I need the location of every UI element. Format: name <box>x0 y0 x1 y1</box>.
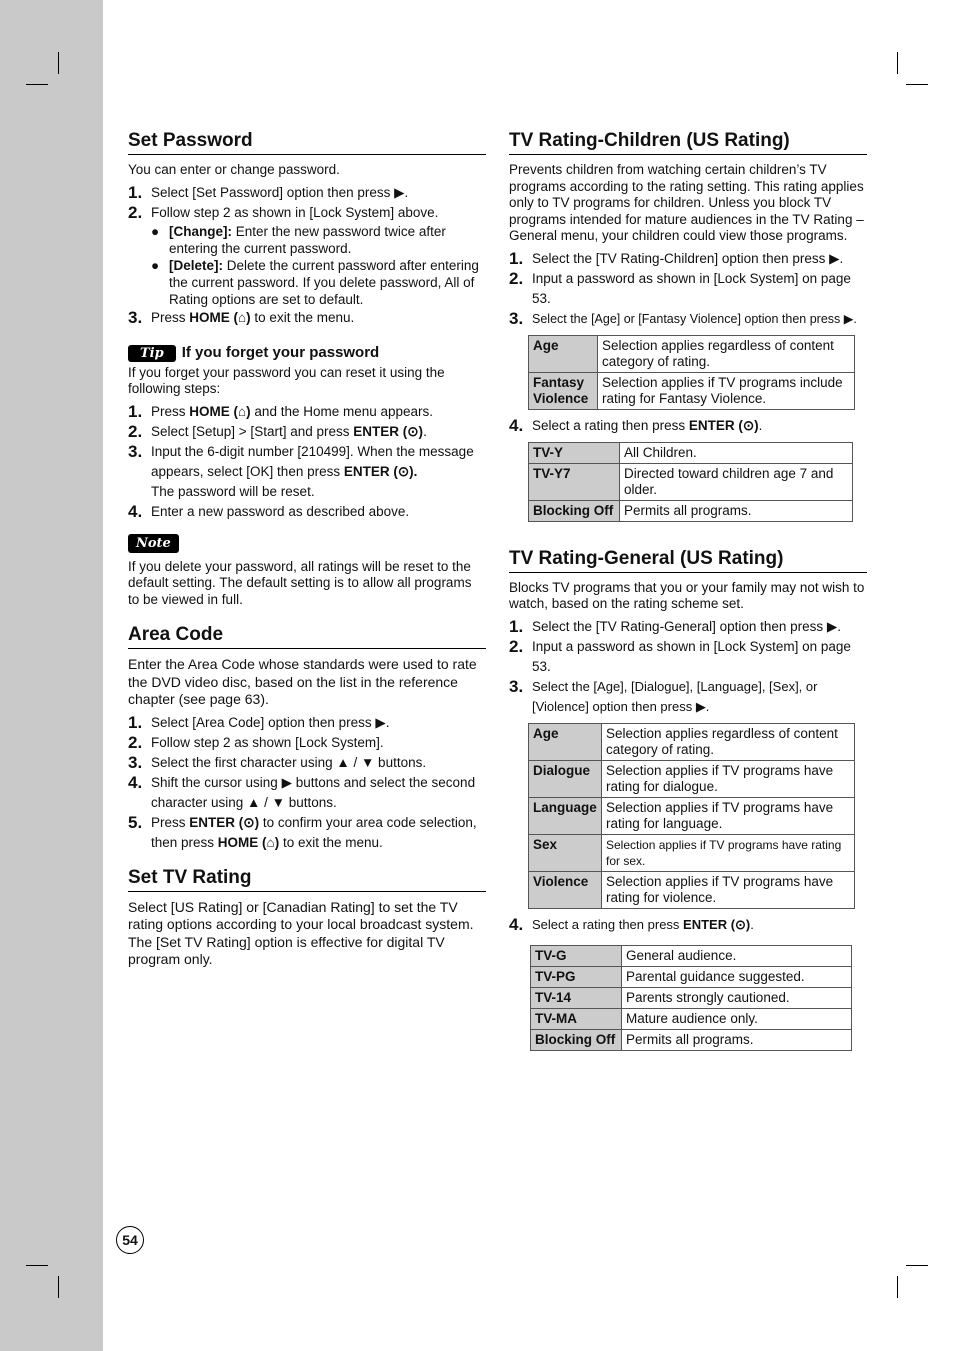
tip-step-1: 1. Press HOME (⌂) and the Home menu appears. <box>128 401 434 421</box>
section-title: TV Rating-Children (US Rating) <box>509 130 867 155</box>
tip-step-4: 4. Enter a new password as described above. <box>128 501 410 521</box>
section-title: Area Code <box>128 624 486 649</box>
step-4: 4. Shift the cursor using ▶ buttons and select the second character using ▲ / ▼ buttons. <box>128 772 476 810</box>
step-2: 2. Follow step 2 as shown in [Lock System] above. <box>128 202 439 222</box>
table-row: TV-PG Parental guidance suggested. <box>531 966 852 987</box>
step-3: 3. Press HOME (⌂) to exit the menu. <box>128 307 355 327</box>
intro-text: You can enter or change password. <box>128 162 340 177</box>
tip-step-3: 3. Input the 6-digit number [210499]. When the message appears, select [OK] then press ENTER (⊙). The password will be reset. <box>128 441 474 499</box>
bullet-delete: ● [Delete]: Delete the current password after entering the current password. If you delete password, All of Rating options are set to default. <box>151 257 479 307</box>
page-number: 54 <box>116 1226 144 1254</box>
table-row: TV-MA Mature audience only. <box>531 1008 852 1029</box>
step-1: 1. Select [Set Password] option then press ▶. <box>128 182 409 202</box>
step-3: 3. Select the first character using ▲ / ▼ buttons. <box>128 752 427 772</box>
table-row: Age Selection applies regardless of content category of rating. <box>529 335 855 372</box>
step-2: 2. Follow step 2 as shown [Lock System]. <box>128 732 384 752</box>
note-badge: Note <box>128 534 179 553</box>
tv-rating-general-section <box>509 548 867 1051</box>
crop-mark <box>906 1265 928 1266</box>
step-3: 3. Select the [Age] or [Fantasy Violence] option then press ▶. <box>509 308 857 328</box>
general-ratings-table <box>530 945 852 1051</box>
set-tv-rating-section <box>128 867 486 969</box>
set-password-section <box>128 130 486 328</box>
step-4: 4. Select a rating then press ENTER (⊙). <box>509 415 763 435</box>
table-row: TV-Y7 Directed toward children age 7 and older. <box>529 463 853 500</box>
table-row: Blocking Off Permits all programs. <box>531 1029 852 1050</box>
section-title: Set Password <box>128 130 486 155</box>
intro-text: Prevents children from watching certain children’s TV programs according to the rating setting. This rating applies only to TV programs for children. Unless you block TV programs intended for mature audiences in the TV Rating – General menu, your children could view those programs. <box>509 162 864 243</box>
section-title: Set TV Rating <box>128 867 486 892</box>
table-row: Fantasy Violence Selection applies if TV programs include rating for Fantasy Violence. <box>529 372 855 409</box>
table-row: Sex Selection applies if TV programs have rating for sex. <box>529 834 855 871</box>
table-row: TV-Y All Children. <box>529 442 853 463</box>
step-4: 4. Select a rating then press ENTER (⊙). <box>509 914 754 934</box>
intro-text: Select [US Rating] or [Canadian Rating] to set the TV rating options according to your local broadcast system. The [Set TV Rating] option is effective for digital TV program only. <box>128 898 474 967</box>
crop-mark <box>897 52 898 74</box>
crop-mark <box>906 84 928 85</box>
page-margin-bar <box>0 0 103 1351</box>
step-3: 3. Select the [Age], [Dialogue], [Language], [Sex], or [Violence] option then press ▶. <box>509 676 818 714</box>
tip-intro: If you forget your password you can reset it using the following steps: <box>128 364 445 396</box>
area-code-section <box>128 624 486 853</box>
tip-step-2: 2. Select [Setup] > [Start] and press ENTER (⊙). <box>128 421 427 441</box>
table-row: Violence Selection applies if TV programs have rating for violence. <box>529 871 855 908</box>
intro-text: Blocks TV programs that you or your family may not wish to watch, based on the rating scheme set. <box>509 579 865 611</box>
table-row: Language Selection applies if TV programs have rating for language. <box>529 797 855 834</box>
step-2: 2. Input a password as shown in [Lock System] on page 53. <box>509 268 851 306</box>
table-row: TV-14 Parents strongly cautioned. <box>531 987 852 1008</box>
tip-section <box>128 344 486 522</box>
table-row: Age Selection applies regardless of content category of rating. <box>529 723 855 760</box>
tv-rating-children-section <box>509 130 867 522</box>
right-column <box>509 130 867 1051</box>
crop-mark <box>26 84 48 85</box>
bullet-change: ● [Change]: Enter the new password twice after entering the current password. <box>151 223 446 256</box>
children-ratings-table <box>528 442 853 522</box>
step-1: 1. Select the [TV Rating-General] option then press ▶. <box>509 616 842 636</box>
step-1: 1. Select [Area Code] option then press ▶. <box>128 712 390 732</box>
general-options-table <box>528 723 855 909</box>
note-section <box>128 534 486 609</box>
section-title: TV Rating-General (US Rating) <box>509 548 867 573</box>
tip-title: If you forget your password <box>181 343 380 361</box>
table-row: Dialogue Selection applies if TV programs have rating for dialogue. <box>529 760 855 797</box>
note-text: If you delete your password, all ratings will be reset to the default setting. The default setting is to allow all programs to be viewed in full. <box>128 558 472 607</box>
children-options-table <box>528 335 855 410</box>
crop-mark <box>26 1265 48 1266</box>
step-1: 1. Select the [TV Rating-Children] option then press ▶. <box>509 248 844 268</box>
table-row: Blocking Off Permits all programs. <box>529 500 853 521</box>
step-5: 5. Press ENTER (⊙) to confirm your area code selection, then press HOME (⌂) to exit the menu. <box>128 812 477 850</box>
crop-mark <box>58 1276 59 1298</box>
step-2: 2. Input a password as shown in [Lock System] on page 53. <box>509 636 851 674</box>
tip-badge: Tip <box>128 345 176 362</box>
crop-mark <box>897 1276 898 1298</box>
crop-mark <box>58 52 59 74</box>
intro-text: Enter the Area Code whose standards were used to rate the DVD video disc, based on the list in the reference chapter (see page 63). <box>128 656 477 707</box>
table-row: TV-G General audience. <box>531 945 852 966</box>
left-column <box>128 130 486 973</box>
